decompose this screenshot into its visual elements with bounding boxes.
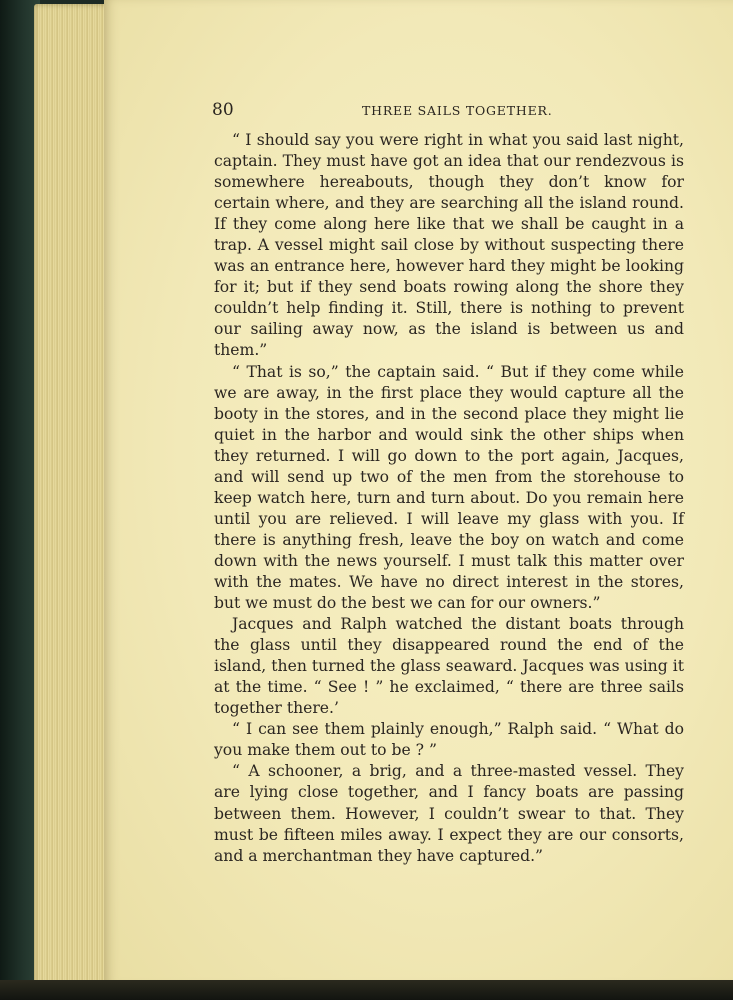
page-number: 80 <box>212 100 234 120</box>
running-title: THREE SAILS TOGETHER. <box>362 103 553 118</box>
paragraph: “ That is so,” the captain said. “ But if they come while we are away, in the first place they would capture all the booty in the stores, and in the second place they might lie quiet in the harbor and would sink the other ships when they returned. I will go down to the port again, Jacques, and will send up two of the men from the storehouse to keep watch here, turn and turn about. Do you remain here until you are relieved. I will leave my glass with you. If there is anything fresh, leave the boy on watch and come down with the news yourself. I must talk this matter over with the mates. We have no direct interest in the stores, but we must do the best we can for our owners.” <box>214 362 684 613</box>
bottom-shadow <box>0 980 733 1000</box>
paragraph: “ A schooner, a brig, and a three-masted vessel. They are lying close together, and I fancy boats are passing between them. However, I couldn’t swear to that. They must be fifteen miles away. I expect they are our consorts, and a merchantman they have captured.” <box>214 762 684 865</box>
page-header <box>212 100 686 124</box>
paragraph: Jacques and Ralph watched the distant boats through the glass until they disappeared round the end of the island, then turned the glass seaward. Jacques was using it at the time. “ See ! ” he exclaimed, “ there are three sails together there.’ <box>214 615 684 718</box>
paragraph: “ I should say you were right in what you said last night, captain. They must have got an idea that our rendezvous is somewhere hereabouts, though they don’t know for certain where, and they are searching all the island round. If they come along here like that we shall be caught in a trap. A vessel might sail close by without suspecting there was an entrance here, however hard they might be looking for it; but if they send boats rowing along the shore they couldn’t help finding it. Still, there is nothing to prevent our sailing away now, as the island is between us and them.” <box>214 131 684 360</box>
paragraph: “ I can see them plainly enough,” Ralph said. “ What do you make them out to be ? ” <box>214 720 684 760</box>
body-text <box>214 130 684 867</box>
page-edges <box>34 4 114 990</box>
